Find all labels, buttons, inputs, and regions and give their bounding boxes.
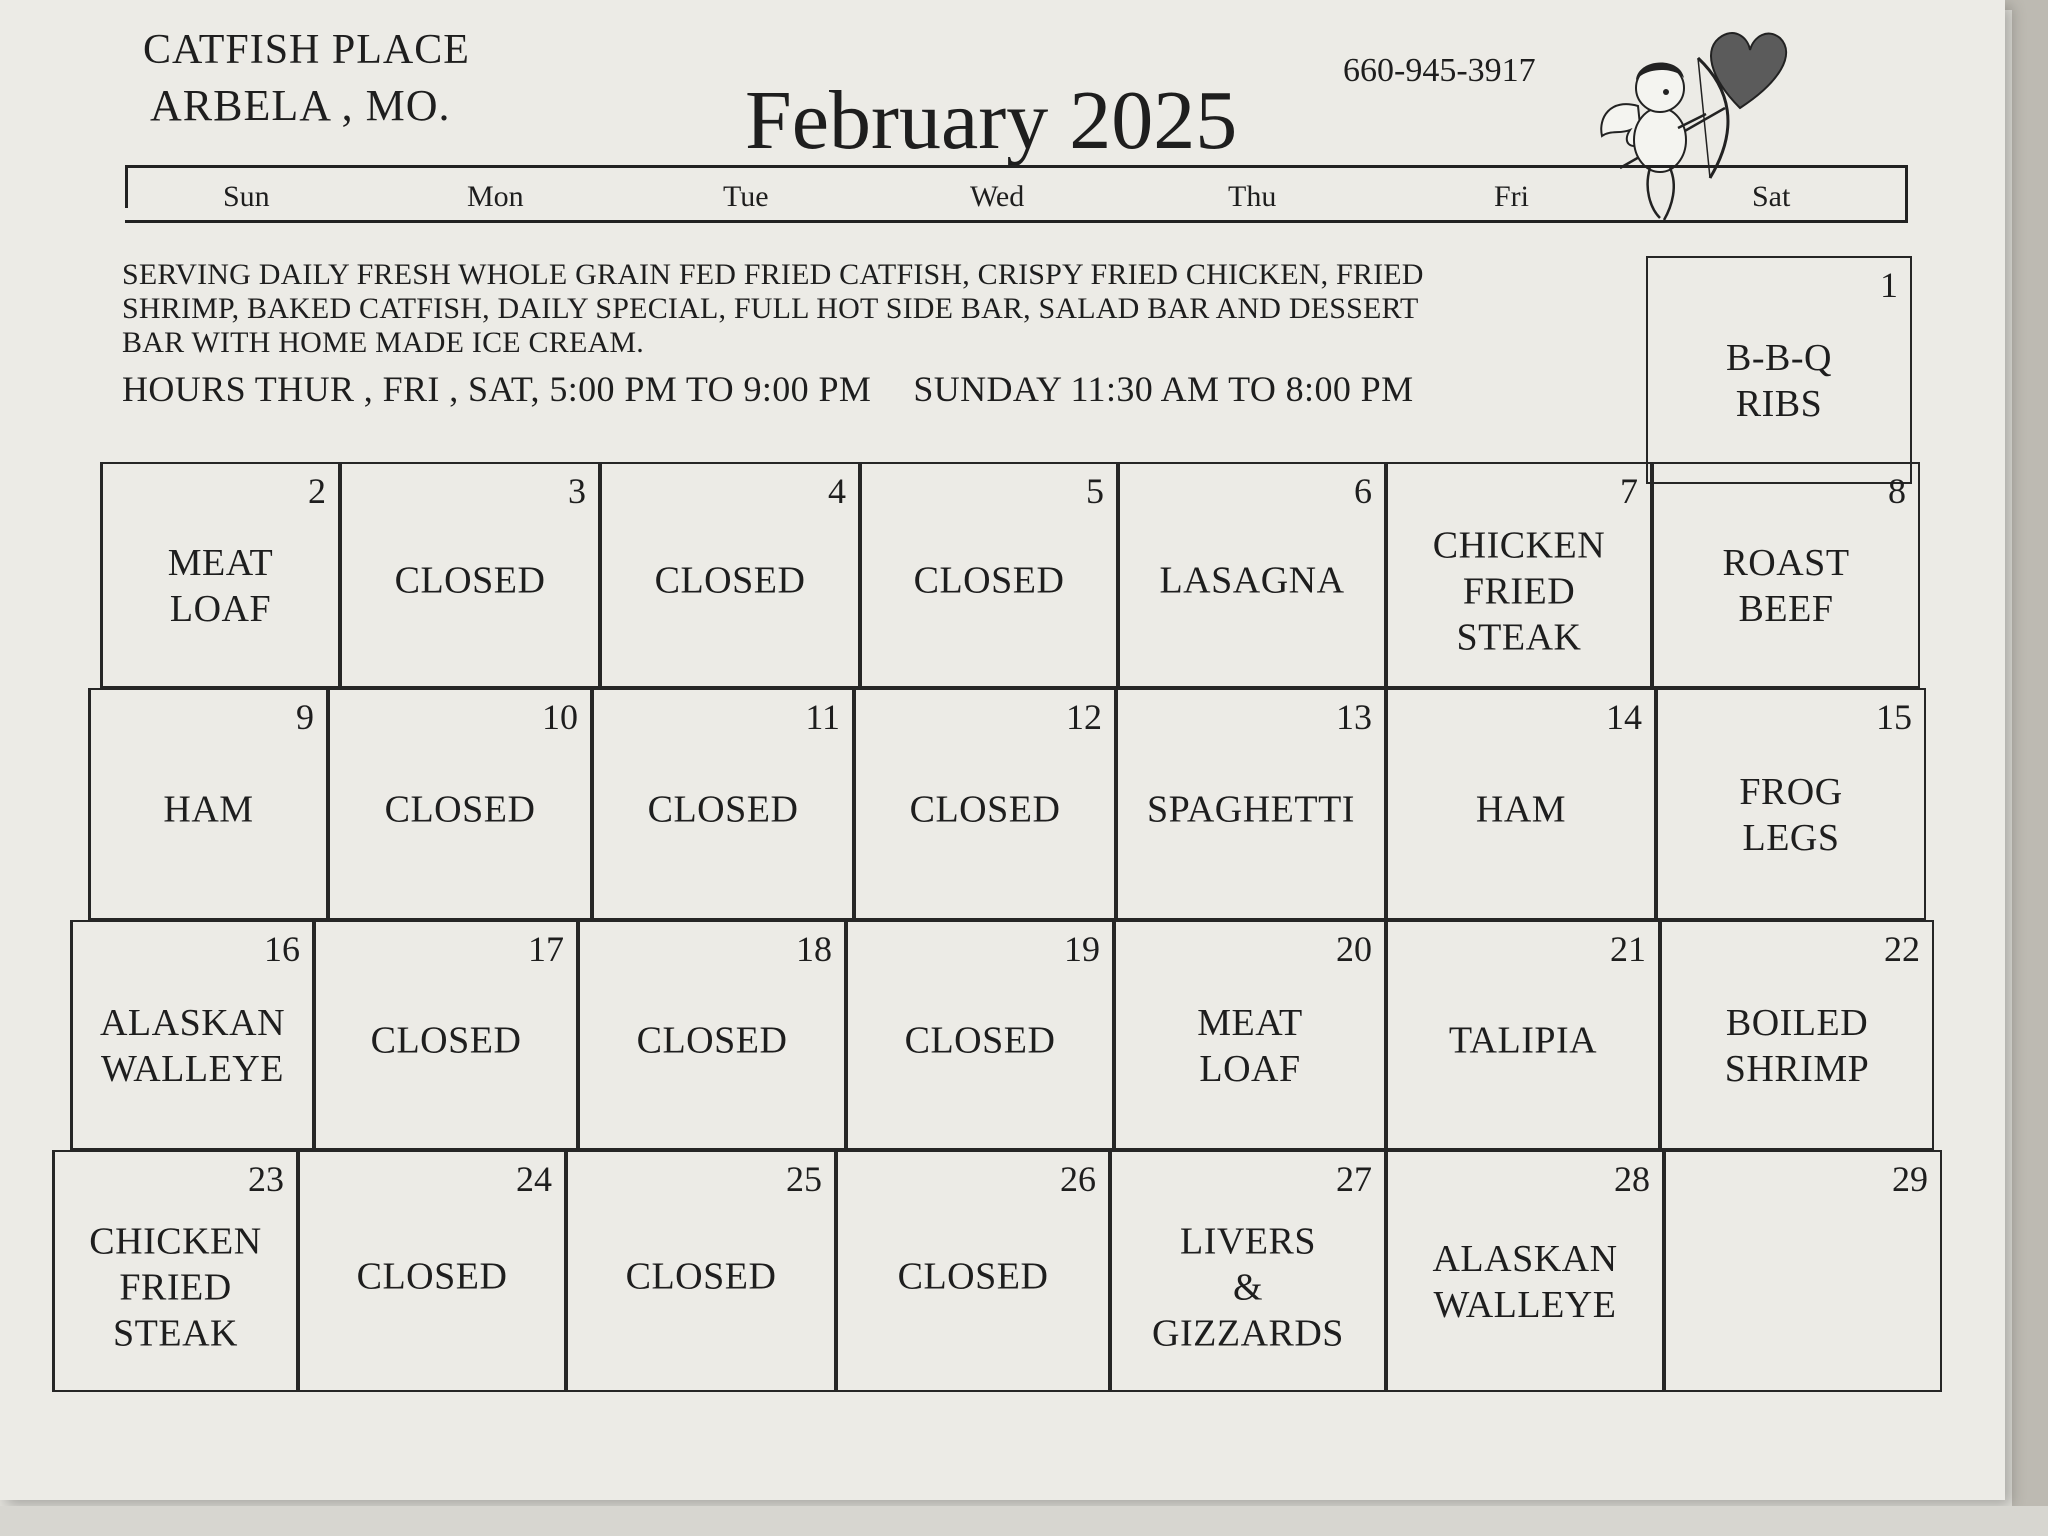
day-cell-5 (860, 462, 1118, 688)
closed-label: CLOSED (654, 559, 806, 602)
hours-thu-fri-sat: HOURS THUR , FRI , SAT, 5:00 PM TO 9:00 PM (122, 369, 872, 409)
day-cell-27 (1110, 1150, 1386, 1392)
day-cell-9 (88, 688, 328, 920)
daily-special: TALIPIA (1448, 1019, 1598, 1062)
day-cell-11 (592, 688, 854, 920)
weekday-sat: Sat (1752, 180, 1791, 213)
daily-special: CHICKEN FRIED STEAK (1432, 524, 1606, 659)
daily-special: CHICKEN FRIED STEAK (89, 1220, 262, 1355)
day-cell-17 (314, 920, 578, 1150)
daily-special: B-B-Q RIBS (1726, 337, 1832, 426)
month-title: February 2025 (745, 74, 1238, 167)
closed-label: CLOSED (384, 788, 536, 831)
day-cell-26 (836, 1150, 1110, 1392)
day-number: 2 (308, 471, 326, 511)
menu-description-line: BAR WITH HOME MADE ICE CREAM. (122, 326, 644, 359)
day-number: 9 (296, 697, 314, 737)
closed-label: CLOSED (370, 1019, 522, 1062)
closed-label: CLOSED (904, 1019, 1056, 1062)
day-number: 3 (568, 471, 586, 511)
day-number: 6 (1354, 471, 1372, 511)
business-location: ARBELA , MO. (150, 81, 451, 130)
day-cell-14 (1386, 688, 1656, 920)
weekday-sun: Sun (223, 180, 270, 213)
day-cell-1 (1646, 256, 1912, 484)
day-cell-29 (1664, 1150, 1942, 1392)
day-cell-18 (578, 920, 846, 1150)
phone-number: 660-945-3917 (1343, 52, 1536, 89)
day-number: 4 (828, 471, 846, 511)
daily-special: BOILED SHRIMP (1724, 1002, 1870, 1091)
day-number: 5 (1086, 471, 1104, 511)
daily-special: MEAT LOAF (167, 542, 274, 631)
day-cell-15 (1656, 688, 1926, 920)
day-number: 1 (1880, 265, 1898, 305)
day-number: 29 (1892, 1159, 1928, 1199)
closed-label: CLOSED (913, 559, 1065, 602)
business-name: CATFISH PLACE (143, 27, 470, 73)
day-number: 13 (1336, 697, 1372, 737)
day-cell-16 (70, 920, 314, 1150)
day-number: 28 (1614, 1159, 1650, 1199)
day-number: 19 (1064, 929, 1100, 969)
day-number: 7 (1620, 471, 1638, 511)
weekday-fri: Fri (1494, 180, 1530, 213)
day-cell-25 (566, 1150, 836, 1392)
day-number: 8 (1888, 471, 1906, 511)
day-cell-28 (1386, 1150, 1664, 1392)
day-number: 26 (1060, 1159, 1096, 1199)
closed-label: CLOSED (647, 788, 799, 831)
day-number: 17 (528, 929, 564, 969)
day-cell-19 (846, 920, 1114, 1150)
day-cell-20 (1114, 920, 1386, 1150)
hours-sunday: SUNDAY 11:30 AM TO 8:00 PM (913, 369, 1414, 409)
day-number: 15 (1876, 697, 1912, 737)
day-number: 10 (542, 697, 578, 737)
day-cell-21 (1386, 920, 1660, 1150)
day-cell-6 (1118, 462, 1386, 688)
day-cell-13 (1116, 688, 1386, 920)
day-number: 12 (1066, 697, 1102, 737)
weekday-tue: Tue (723, 180, 769, 213)
day-cell-23 (52, 1150, 298, 1392)
closed-label: CLOSED (909, 788, 1061, 831)
day-cell-22 (1660, 920, 1934, 1150)
daily-special: ALASKAN WALLEYE (1432, 1238, 1618, 1327)
daily-special: HAM (163, 788, 254, 831)
day-number: 20 (1336, 929, 1372, 969)
closed-label: CLOSED (636, 1019, 788, 1062)
closed-label: CLOSED (356, 1255, 508, 1298)
day-number: 11 (805, 697, 840, 737)
day-cell-8 (1652, 462, 1920, 688)
day-cell-12 (854, 688, 1116, 920)
day-number: 25 (786, 1159, 822, 1199)
weekday-wed: Wed (970, 180, 1025, 213)
day-number: 24 (516, 1159, 552, 1199)
day-number: 21 (1610, 929, 1646, 969)
weekday-thu: Thu (1228, 180, 1277, 213)
day-cell-2 (100, 462, 340, 688)
weekday-mon: Mon (467, 180, 524, 213)
menu-description-line: SERVING DAILY FRESH WHOLE GRAIN FED FRIED CATFISH, CRISPY FRIED CHICKEN, FRIED (122, 258, 1424, 291)
day-number: 18 (796, 929, 832, 969)
day-number: 23 (248, 1159, 284, 1199)
closed-label: CLOSED (625, 1255, 777, 1298)
closed-label: CLOSED (394, 559, 546, 602)
daily-special: MEAT LOAF (1197, 1002, 1303, 1091)
day-cell-7 (1386, 462, 1652, 688)
daily-special: FROG LEGS (1739, 771, 1843, 860)
day-number: 16 (264, 929, 300, 969)
day-number: 14 (1606, 697, 1642, 737)
daily-special: HAM (1475, 788, 1567, 831)
daily-special: ROAST BEEF (1722, 542, 1850, 631)
daily-special: SPAGHETTI (1147, 788, 1355, 831)
day-number: 27 (1336, 1159, 1372, 1199)
day-cell-3 (340, 462, 600, 688)
daily-special: LASAGNA (1159, 559, 1345, 602)
day-number: 22 (1884, 929, 1920, 969)
daily-special: LIVERS & GIZZARDS (1152, 1220, 1344, 1355)
closed-label: CLOSED (897, 1255, 1049, 1298)
menu-description-line: SHRIMP, BAKED CATFISH, DAILY SPECIAL, FULL HOT SIDE BAR, SALAD BAR AND DESSERT (122, 292, 1419, 325)
day-cell-4 (600, 462, 860, 688)
day-cell-10 (328, 688, 592, 920)
daily-special: ALASKAN WALLEYE (99, 1002, 286, 1091)
day-cell-24 (298, 1150, 566, 1392)
